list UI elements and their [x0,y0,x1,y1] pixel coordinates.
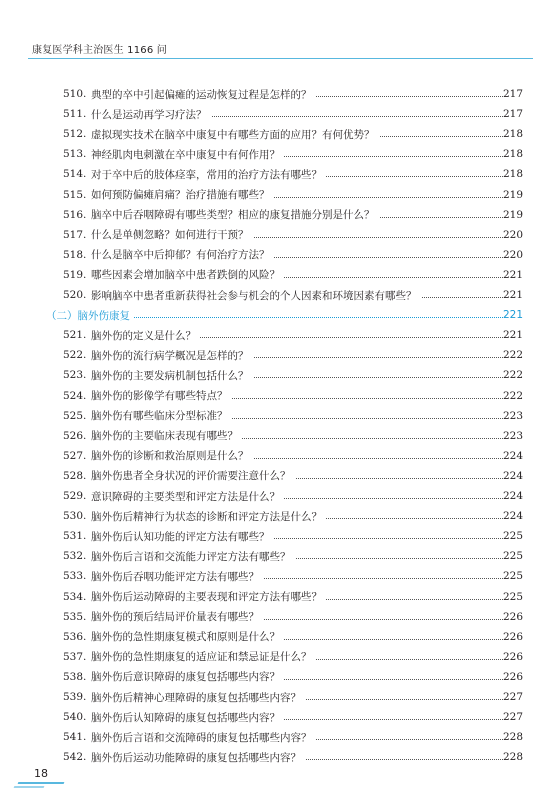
toc-entry-title: 如何预防偏瘫肩痛？治疗措施有哪些？ [91,187,274,202]
toc-entry-title: 脑外伤患者全身状况的评价需要注意什么？ [91,468,295,483]
toc-entry[interactable] [0,324,553,346]
toc-page-number: 225 [503,570,524,583]
toc-entry[interactable] [0,626,553,648]
toc-entry-title: 脑外伤后意识障碍的康复包括哪些内容？ [91,669,284,684]
toc-entry-number: 524. [63,389,87,402]
toc-entry-title: 脑外伤有哪些临床分型标准？ [91,408,232,423]
toc-entry-title: 脑外伤的流行病学概况是怎样的？ [91,348,253,363]
toc-entry[interactable] [0,445,553,467]
toc-entry[interactable] [0,385,553,407]
toc-entry-number: 535. [63,610,87,623]
toc-entry-title: 影响脑卒中患者重新获得社会参与机会的个人因素和环境因素有哪些？ [91,288,421,303]
toc-page-number: 221 [503,289,524,301]
footer-stripe [18,782,65,784]
toc-page-number: 224 [503,510,524,523]
toc-entry-number: 542. [63,751,87,764]
toc-entry-number: 510. [63,88,87,100]
toc-entry-number: 520. [63,289,87,301]
toc-page-number: 222 [503,349,524,362]
toc-page-number: 224 [503,490,524,502]
toc-entry-number: 522. [63,349,87,362]
toc-page-number: 226 [503,610,524,623]
toc-entry-title: 脑外伤的主要发病机制包括什么？ [91,368,253,383]
toc-entry-number: 526. [63,429,87,442]
toc-entry-number: 528. [63,469,87,482]
toc-entry-title: 脑外伤的急性期康复的适应证和禁忌证是什么？ [91,649,316,664]
toc-page-number: 225 [503,530,524,543]
toc-entry[interactable] [0,284,553,306]
toc-entry-number: 515. [63,188,87,201]
toc-entry-number: 518. [63,248,87,261]
toc-entry[interactable] [0,726,553,748]
toc-entry-title: 脑卒中后吞咽障碍有哪些类型？相应的康复措施分别是什么？ [91,207,379,222]
toc-entry-number: 536. [63,630,87,643]
toc-entry-title: 脑外伤后精神行为状态的诊断和评定方法是什么？ [91,509,326,524]
toc-entry-number: 525. [63,409,87,422]
toc-entry[interactable] [0,405,553,427]
toc-page-number: 227 [503,711,524,724]
toc-section-heading[interactable] [0,304,553,326]
toc-entry-title: 什么是脑卒中后抑郁？有何治疗方法？ [91,247,274,262]
toc-entry-number: 531. [63,530,87,543]
toc-entry[interactable] [0,505,553,527]
toc-entry[interactable] [0,83,553,105]
toc-entry-number: 519. [63,268,87,281]
toc-entry-title: 哪些因素会增加脑卒中患者跌倒的风险？ [91,267,284,282]
toc-entry-number: 530. [63,510,87,523]
running-header-title: 康复医学科主治医生 1166 问 [32,45,168,56]
toc-entry-title: 脑外伤后认知功能的评定方法有哪些？ [91,529,274,544]
toc-entry-title: 脑外伤后吞咽功能评定方法有哪些？ [91,569,263,584]
toc-entry-title: 对于卒中后的肢体痉挛，常用的治疗方法有哪些？ [91,167,326,182]
toc-page-number: 222 [503,389,524,402]
toc-entry[interactable] [0,565,553,587]
toc-entry-number: 534. [63,590,87,603]
toc-entry-title: 脑外伤的主要临床表现有哪些？ [91,428,242,443]
toc-entry[interactable] [0,344,553,366]
toc-entry-number: 529. [63,490,87,502]
toc-page-number: 220 [503,248,524,261]
toc-entry[interactable] [0,686,553,708]
toc-entry-number: 540. [63,711,87,724]
toc-page-number: 223 [503,429,524,442]
toc-entry[interactable] [0,606,553,628]
toc-page-number: 227 [503,691,524,703]
toc-page-number: 219 [503,208,524,221]
toc-entry[interactable] [0,586,553,608]
toc-entry-number: 538. [63,670,87,683]
toc-entry-number: 516. [63,208,87,221]
toc-page-number: 224 [503,469,524,482]
toc-page-number: 221 [503,309,524,322]
toc-entry[interactable] [0,485,553,507]
toc-entry[interactable] [0,204,553,226]
toc-entry[interactable] [0,224,553,246]
toc-entry-title: 什么是单侧忽略？如何进行干预？ [91,227,253,242]
toc-entry-title: 脑外伤的定义是什么？ [91,328,200,343]
header-rule [28,58,533,59]
toc-entry[interactable] [0,184,553,206]
toc-entry[interactable] [0,746,553,768]
footer-stripe [14,786,45,788]
toc-page-number: 217 [503,88,524,100]
toc-entry[interactable] [0,646,553,668]
toc-entry[interactable] [0,244,553,266]
toc-entry[interactable] [0,666,553,688]
toc-page-number: 218 [503,148,524,161]
toc-entry-number: 513. [63,148,87,161]
toc-page-number: 217 [503,108,524,121]
toc-entry-number: 527. [63,449,87,462]
toc-entry-title: 虚拟现实技术在脑卒中康复中有哪些方面的应用？有何优势？ [91,127,379,142]
toc-entry-title: 脑外伤的预后结局评价量表有哪些？ [91,609,263,624]
toc-entry-number: 523. [63,369,87,382]
toc-entry-title: 脑外伤的急性期康复模式和原则是什么？ [91,629,284,644]
toc-entry-number: 512. [63,128,87,141]
toc-page-number: 223 [503,409,524,422]
toc-entry-number: 541. [63,731,87,744]
toc-page-number: 226 [503,650,524,663]
toc-entry-number: 517. [63,228,87,241]
top-margin [0,0,553,40]
toc-entry[interactable] [0,123,553,145]
toc-page-number: 226 [503,670,524,683]
toc-page-number: 225 [503,550,524,563]
toc-entry[interactable] [0,143,553,165]
toc-page-number: 228 [503,751,524,764]
toc-page-number: 228 [503,731,524,744]
toc-entry-title: 典型的卒中引起偏瘫的运动恢复过程是怎样的？ [91,87,316,102]
toc-page-number: 222 [503,369,524,382]
toc-entry-title: 脑外伤后认知障碍的康复包括哪些内容？ [91,710,284,725]
toc-entry-number: 514. [63,168,87,181]
toc-entry-title: 脑外伤后运动功能障碍的康复包括哪些内容？ [91,750,305,765]
toc-entry[interactable] [0,264,553,286]
toc-page-number: 218 [503,168,524,181]
toc-page-number: 226 [503,630,524,643]
toc-page-number: 225 [503,590,524,603]
toc-entry-title: 脑外伤后运动障碍的主要表现和评定方法有哪些？ [91,589,326,604]
toc-page-number: 220 [503,228,524,241]
toc-entry-number: 537. [63,650,87,663]
toc-entry-title: 意识障碍的主要类型和评定方法是什么？ [91,489,284,504]
toc-entry-number: 539. [63,691,87,703]
toc-entry[interactable] [0,706,553,728]
toc-entry-title: 什么是运动再学习疗法？ [91,107,211,122]
toc-entry[interactable] [0,525,553,547]
toc-entry-number: 532. [63,550,87,563]
toc-entry[interactable] [0,163,553,185]
toc-entry-number: 511. [63,108,87,121]
toc-page-number: 221 [503,329,524,342]
toc-page-number: 224 [503,449,524,462]
toc-entry-title: 神经肌肉电刺激在卒中康复中有何作用？ [91,147,284,162]
toc-entry-number: 521. [63,329,87,342]
toc-entry-title: 脑外伤后言语和交流障碍的康复包括哪些内容？ [91,730,316,745]
toc-section-title: （二）脑外伤康复 [46,308,134,323]
toc-entry[interactable] [0,364,553,386]
toc-page-number: 221 [503,268,524,281]
toc-entry[interactable] [0,545,553,567]
toc-entry-number: 533. [63,570,87,583]
toc-entry-title: 脑外伤的诊断和救治原则是什么？ [91,448,253,463]
toc-entry[interactable] [0,465,553,487]
toc-entry[interactable] [0,425,553,447]
dot-leader [120,317,503,318]
toc-page-number: 219 [503,188,524,201]
toc-page-number: 218 [503,128,524,141]
toc-entry-title: 脑外伤的影像学有哪些特点？ [91,388,232,403]
toc-entry-title: 脑外伤后精神心理障碍的康复包括哪些内容？ [91,690,305,705]
toc-entry-title: 脑外伤后言语和交流能力评定方法有哪些？ [91,549,295,564]
toc-entry[interactable] [0,103,553,125]
page-number: 18 [34,767,48,780]
